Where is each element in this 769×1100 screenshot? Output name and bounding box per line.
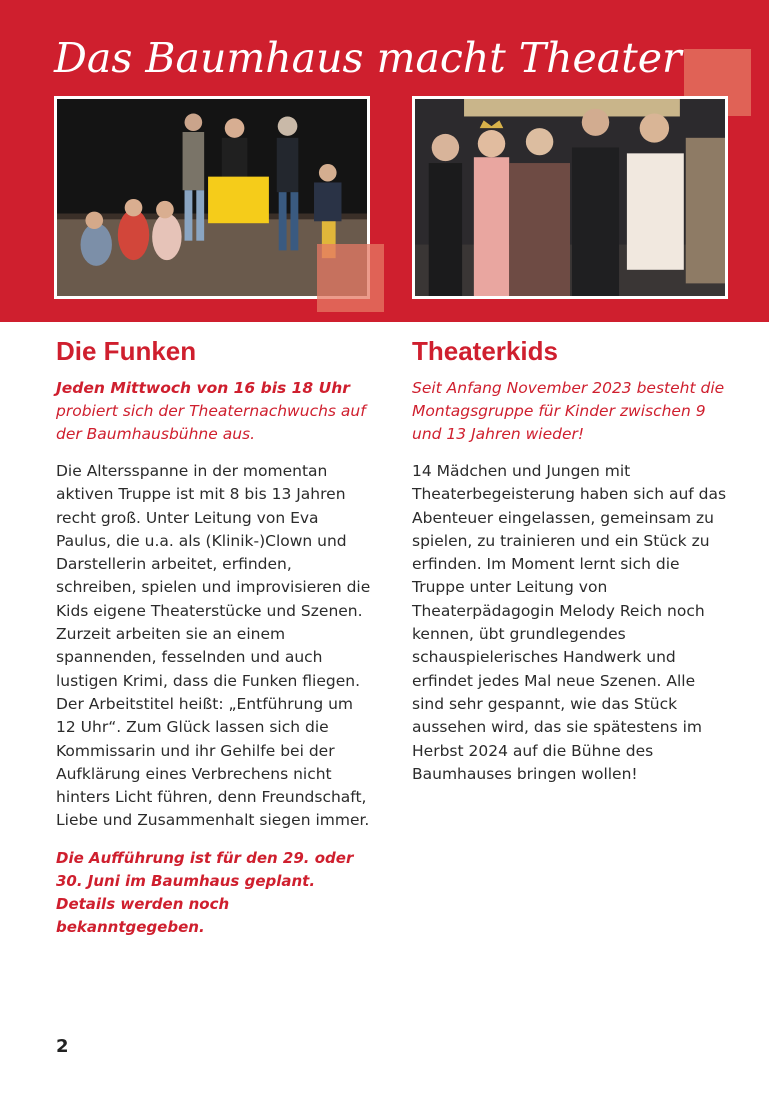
section-heading-theaterkids: Theaterkids [412, 336, 558, 366]
lead-text-funken [56, 377, 376, 446]
page-title: Das Baumhaus macht Theater [54, 34, 682, 82]
page-number: 2 [56, 1036, 69, 1057]
body-text-funken: Die Altersspanne in der momentan aktiven Truppe ist mit 8 bis 13 Jahren recht groß. Unter Leitung von Eva Paulus, die u.a. als (Klinik-)Clown und Darstellerin arbeitet, erfinden, schreiben, spielen und improvisieren die Kids eigene Theaterstücke und Szenen. Zurzeit arbeiten sie an einem spannenden, fesselnden und auch lustigen Krimi, dass die Funken fliegen. Der Arbeitstitel heißt: „Entführung um 12 Uhr“. Zum Glück lassen sich die Kommissarin und ihr Gehilfe bei der Aufklärung eines Verbrechens nicht hinters Licht führen, denn Freundschaft, Liebe und Zusammenhalt siegen immer. [56, 462, 371, 830]
performance-note: Die Aufführung ist für den 29. oder 30. Juni im Baumhaus geplant. Details werden noch bekanntgegeben. [56, 848, 354, 936]
section-die-funken [56, 336, 376, 939]
lead-rest-funken: probiert sich der Theaternachwuchs auf der Baumhausbühne aus. [56, 402, 366, 443]
photo-theaterkids [412, 96, 728, 299]
section-theaterkids [412, 336, 732, 786]
lead-strong-funken: Jeden Mittwoch von 16 bis 18 Uhr [56, 379, 350, 397]
lead-text-theaterkids: Seit Anfang November 2023 besteht die Montagsgruppe für Kinder zwischen 9 und 13 Jahren wieder! [412, 379, 725, 443]
decorative-square-left-photo [317, 244, 384, 312]
body-text-theaterkids: 14 Mädchen und Jungen mit Theaterbegeisterung haben sich auf das Abenteuer eingelassen, gemeinsam zu spielen, zu trainieren und ein Stück zu erfinden. Im Moment lernt sich die Truppe unter Leitung von Theaterpädagogin Melody Reich noch kennen, übt grundlegendes schauspielerisches Handwerk und erfindet jedes Mal neue Szenen. Alle sind sehr gespannt, wie das Stück aussehen wird, das sie spätestens im Herbst 2024 auf die Bühne des Baumhauses bringen wollen! [412, 462, 727, 783]
group-photo-image [415, 99, 725, 296]
section-heading-funken: Die Funken [56, 336, 197, 366]
